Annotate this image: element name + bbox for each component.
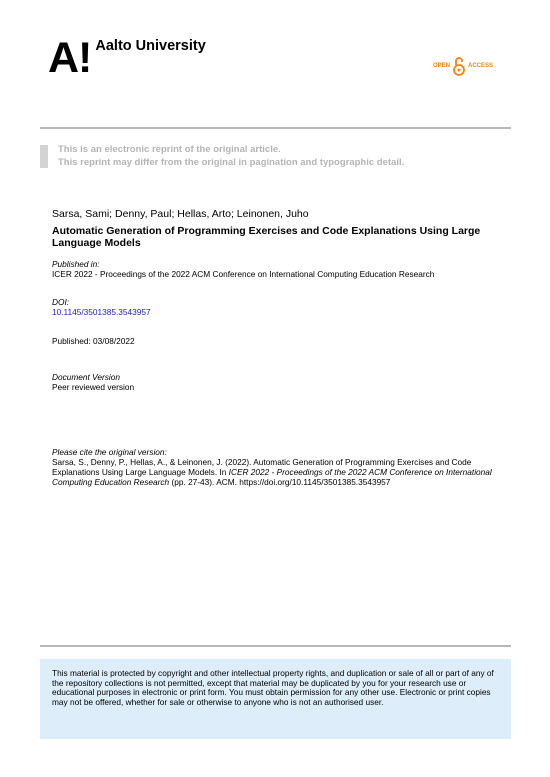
- reprint-notice: [58, 143, 404, 169]
- published-in-value: ICER 2022 - Proceedings of the 2022 ACM Conference on International Computing Education Research: [52, 269, 435, 279]
- doi-label: DOI:: [52, 297, 70, 307]
- notice-line-1: This is an electronic reprint of the original article.: [58, 144, 281, 155]
- document-version: [52, 372, 507, 392]
- authors: Sarsa, Sami; Denny, Paul; Hellas, Arto; Leinonen, Juho: [52, 208, 309, 220]
- copyright-text: This material is protected by copyright and other intellectual property rights, and duplication or sale of all or part of any of the repository collections is not permitted, except that material may be duplicated by you for your research use or educational purposes in electronic or print form. You must obtain permission for any other use. Electronic or print copies may not be offered, whether for sale or otherwise to anyone who is not an authorised user.: [52, 668, 494, 707]
- doi-block: [52, 297, 507, 317]
- aalto-logo: [48, 34, 206, 82]
- citation-part-2: (pp. 27-43). ACM. https://doi.org/10.1145/3501385.3543957: [169, 477, 391, 487]
- copyright-footer: [40, 659, 511, 739]
- doi-link[interactable]: 10.1145/3501385.3543957: [52, 307, 151, 317]
- open-access-lock-icon: [453, 56, 465, 76]
- open-access-badge: [433, 56, 493, 76]
- citation-venue: ICER 2022 - Proceedings of the 2022 ACM Conference on International Computing Education Research: [52, 467, 492, 487]
- published-date: Published: 03/08/2022: [52, 336, 135, 346]
- published-in: [52, 259, 507, 279]
- open-access-right: ACCESS: [468, 63, 494, 69]
- citation-part-1: Sarsa, S., Denny, P., Hellas, A., & Leinonen, J. (2022). Automatic Generation of Programming Exercises and Code Explanations Using Large Language Models. In: [52, 457, 472, 477]
- citation-label: Please cite the original version:: [52, 447, 167, 457]
- published-in-label: Published in:: [52, 259, 100, 269]
- open-access-left: OPEN: [433, 63, 451, 69]
- document-version-label: Document Version: [52, 372, 120, 382]
- logo-name: Aalto University: [95, 38, 206, 54]
- document-version-value: Peer reviewed version: [52, 382, 135, 392]
- notice-line-2: This reprint may differ from the original in pagination and typographic detail.: [58, 157, 405, 168]
- logo-mark: A!: [48, 34, 92, 82]
- notice-bar: [40, 145, 48, 168]
- citation-text: [52, 457, 507, 487]
- top-divider: [40, 127, 511, 129]
- footer-divider: [40, 645, 511, 647]
- citation-block: [52, 447, 507, 487]
- article-title: Automatic Generation of Programming Exercises and Code Explanations Using Large Language Models: [52, 225, 481, 249]
